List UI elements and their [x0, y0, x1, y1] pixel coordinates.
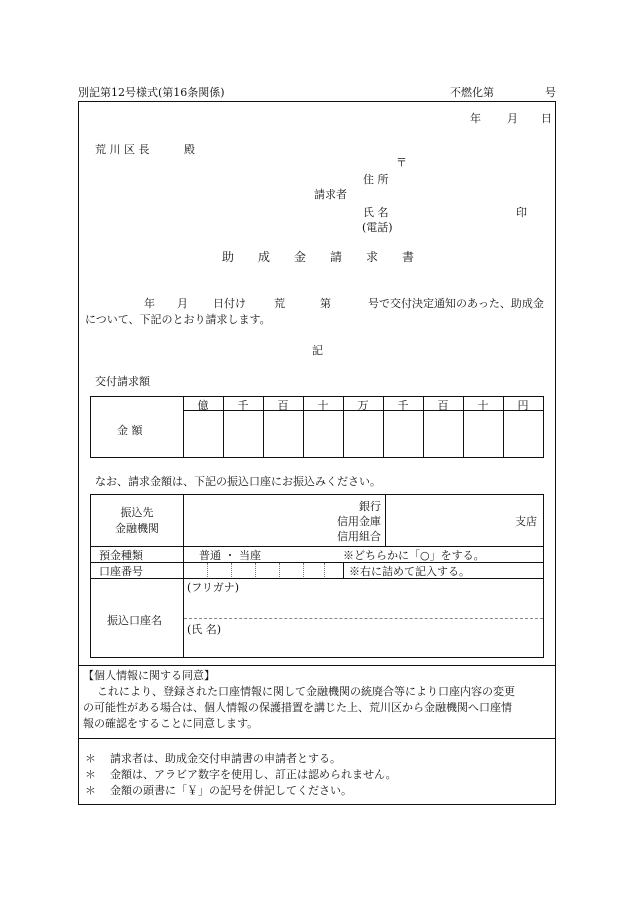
applicant-role-label: 請求者 [314, 188, 347, 201]
note-mark-2: ＊ [85, 768, 96, 781]
digit-sen-man: 千 [237, 399, 249, 412]
account-number-label: 口座番号 [99, 565, 143, 578]
digit-juu-man: 十 [317, 399, 329, 412]
account-name-label: 振込口座名 [107, 614, 162, 627]
addressee-ward: 荒 川 区 長 [95, 143, 150, 156]
account-number-note: ※右に詰めて記入する。 [349, 565, 470, 578]
institution-label-1: 振込先 [120, 506, 154, 519]
name-label: 氏 名 [363, 206, 389, 219]
branch-label: 支店 [515, 515, 537, 528]
furigana-label: (フリガナ) [187, 581, 240, 594]
title-char-4: 請 [330, 250, 343, 264]
note-mark-1: ＊ [85, 752, 96, 765]
note-text-2: 金額は、アラビア数字を使用し、訂正は認められません。 [110, 768, 397, 781]
amount-section-label: 交付請求額 [95, 375, 150, 388]
deposit-note: ※どちらかに「○」をする。 [343, 549, 485, 562]
bank-type-kumiai: 信用組合 [337, 530, 381, 543]
date-day: 日 [541, 112, 552, 125]
phone-label: (電話) [362, 221, 393, 234]
deposit-type-label: 預金種類 [99, 549, 143, 562]
amount-table [90, 396, 544, 458]
ki-heading: 記 [312, 344, 323, 357]
permit-number-prefix: 不燃化第 [450, 86, 494, 99]
title-char-3: 金 [294, 250, 307, 264]
body-month: 月 [177, 297, 188, 310]
deposit-options: 普通 ・ 当座 [199, 549, 261, 562]
title-char-2: 成 [258, 250, 271, 264]
privacy-line-3: 報の確認をすることに同意します。 [83, 717, 259, 730]
body-dated: 日付け [213, 297, 246, 310]
institution-label-2: 金融機関 [115, 522, 159, 535]
body-ara: 荒 [274, 297, 285, 310]
privacy-line-1: これにより、登録された口座情報に関して金融機関の統廃合等により口座内容の変更 [97, 685, 515, 698]
body-line2: について、下記のとおり請求します。 [85, 313, 271, 326]
note-text-1: 請求者は、助成金交付申請書の申請者とする。 [110, 752, 341, 765]
note-text-3: 金額の頭書に「￥」の記号を併記してください。 [110, 784, 352, 797]
address-label: 住 所 [363, 173, 389, 186]
postal-mark: 〒 [396, 156, 407, 169]
digit-hyaku: 百 [437, 399, 449, 412]
digit-hyaku-man: 百 [277, 399, 289, 412]
form-number: 別記第12号様式(第16条関係) [78, 86, 225, 99]
digit-oku: 億 [197, 399, 209, 412]
note-mark-3: ＊ [85, 784, 96, 797]
privacy-line-2: の可能性がある場合は、個人情報の保護措置を講じた上、荒川区から金融機関へ口座情 [83, 701, 512, 714]
digit-sen: 千 [397, 399, 409, 412]
seal-mark: 印 [516, 206, 527, 219]
privacy-heading: 【個人情報に関する同意】 [83, 669, 215, 682]
bank-type-shinkin: 信用金庫 [337, 515, 381, 528]
addressee-honorific: 殿 [184, 143, 195, 156]
digit-en: 円 [517, 399, 529, 412]
bank-table [90, 494, 544, 658]
title-char-5: 求 [366, 250, 379, 264]
permit-number-suffix: 号 [545, 86, 556, 99]
title-char-6: 書 [402, 250, 415, 264]
amount-row-label: 金 額 [117, 424, 143, 437]
title-char-1: 助 [222, 250, 235, 264]
bank-type-bank: 銀行 [359, 500, 381, 513]
digit-man: 万 [357, 399, 369, 412]
account-holder-name-label: (氏 名) [187, 623, 222, 636]
transfer-note: なお、請求金額は、下記の振込口座にお振込みください。 [95, 475, 381, 488]
digit-juu: 十 [477, 399, 489, 412]
body-year: 年 [144, 297, 155, 310]
date-year: 年 [470, 112, 481, 125]
date-month: 月 [507, 112, 518, 125]
body-line1-rest: 号で交付決定通知のあった、助成金 [368, 297, 544, 310]
body-dai: 第 [320, 297, 331, 310]
